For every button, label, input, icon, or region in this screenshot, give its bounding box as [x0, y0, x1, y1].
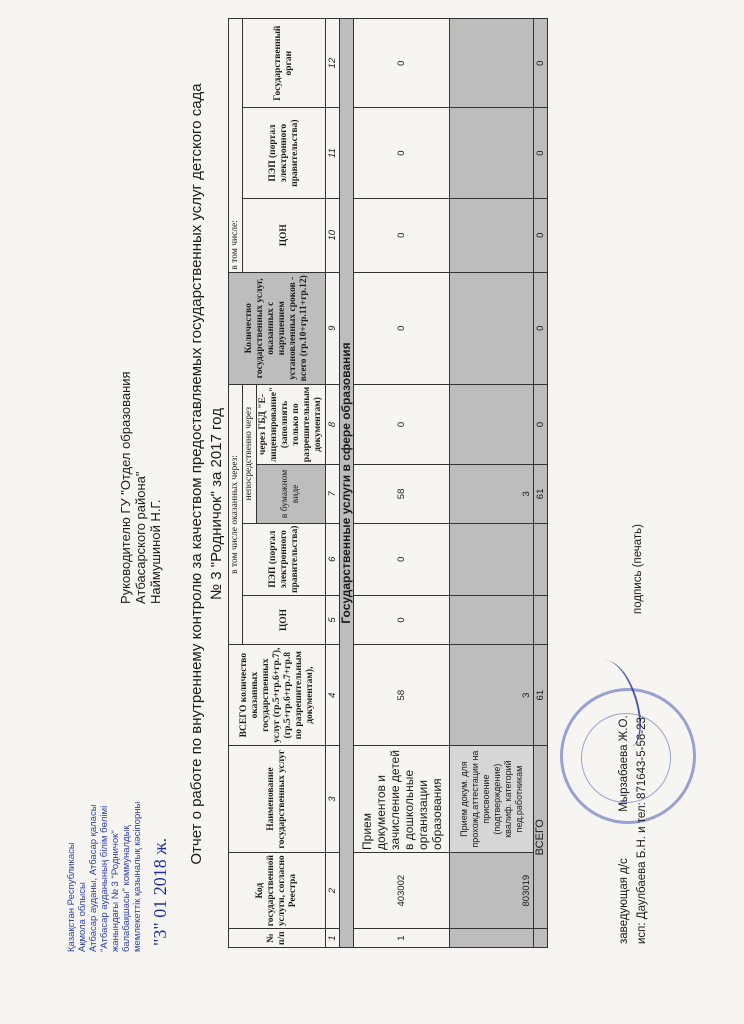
column-number: 1 — [326, 929, 340, 948]
header-con2: ЦОН — [243, 198, 326, 272]
table-row — [354, 19, 450, 948]
total-gov: 0 — [534, 19, 548, 108]
column-number: 7 — [326, 465, 340, 523]
column-number: 2 — [326, 852, 340, 928]
table-header-row — [229, 19, 243, 948]
report-table — [228, 18, 548, 948]
cell-con2: 0 — [354, 198, 450, 272]
total-empty-cell — [534, 929, 548, 948]
header-total: ВСЕГО количество оказанных государственных услуг (гр.5+гр.6+гр.7), (гр.5+гр.6+гр.7+гр.8 по разрешительным документам), — [229, 645, 326, 746]
cell-total: 3 — [450, 645, 534, 746]
cell-paper: 58 — [354, 465, 450, 523]
section-title: Государственные услуги в сфере образования — [340, 19, 354, 948]
cell-gov: 0 — [354, 19, 450, 108]
addressee-line: Атбасарского района" — [133, 471, 148, 604]
cell-pep2 — [450, 108, 534, 198]
cell-gov — [450, 19, 534, 108]
report-title: Отчет о работе по внутреннему контролю за качеством предоставляемых государственных услуг детского сада — [188, 83, 205, 865]
cell-con2 — [450, 198, 534, 272]
column-number: 10 — [326, 198, 340, 272]
total-con — [534, 595, 548, 644]
cell-gbd — [450, 384, 534, 464]
header-con: ЦОН — [243, 595, 326, 644]
total-label: ВСЕГО — [534, 746, 548, 929]
header-gov: Государственный орган — [243, 19, 326, 108]
cell-gbd: 0 — [354, 384, 450, 464]
total-row — [534, 19, 548, 948]
addressee-line: Руководителю ГУ "Отдел образования — [118, 371, 133, 604]
column-number: 6 — [326, 523, 340, 595]
column-number: 11 — [326, 108, 340, 198]
signature-hint: подпись (печать) — [632, 524, 644, 614]
stamp-line: балабақшасы" коммуналдық — [121, 825, 132, 952]
stamp-line: "Атбасар ауданының білім бөлімі — [99, 805, 110, 952]
cell-pep: 0 — [354, 523, 450, 595]
header-violation: Количество государственных услуг, оказанных с нарушением установленных сроков - всего (гр.10+гр.11+гр.12) — [229, 272, 326, 384]
addressee-line: Наймушиной Н.Г. — [148, 499, 163, 604]
total-violation: 0 — [534, 272, 548, 384]
stamp-line: мемлекеттік қазыналық кәсіпорны — [132, 801, 143, 952]
organization-stamp — [66, 752, 143, 952]
cell-con: 0 — [354, 595, 450, 644]
section-row — [340, 19, 354, 948]
stamp-line: Атбасар ауданы, Атбасар қаласы — [88, 804, 99, 952]
header-group-incl: в том числе: — [229, 19, 243, 273]
total-pep2: 0 — [534, 108, 548, 198]
footer-head — [618, 715, 630, 944]
total-con2: 0 — [534, 198, 548, 272]
header-pep: ПЭП (портал электронного правительства) — [243, 523, 326, 595]
cell-no: 1 — [354, 929, 450, 948]
report-subtitle: № 3 "Родничок" за 2017 год — [208, 408, 225, 600]
cell-pep — [450, 523, 534, 595]
header-pep2: ПЭП (портал электронного правительства) — [243, 108, 326, 198]
header-gbd: через ГБД "Е-лицензирование" (заполнять только по разрешительным документам) — [257, 384, 326, 464]
cell-paper: 3 — [450, 465, 534, 523]
cell-code: 803019 — [450, 852, 534, 928]
addressee-block — [118, 371, 163, 604]
head-name: Мырзабаева Ж.О. — [618, 715, 630, 812]
column-number-row — [326, 19, 340, 948]
stamp-line: Қазақстан Республикасы — [66, 842, 77, 952]
cell-con — [450, 595, 534, 644]
header-code: Код государственной услуги, согласно Реестра — [229, 852, 326, 928]
cell-violation: 0 — [354, 272, 450, 384]
table-row — [450, 19, 534, 948]
column-number: 4 — [326, 645, 340, 746]
total-total: 61 — [534, 645, 548, 746]
cell-pep2: 0 — [354, 108, 450, 198]
total-pep — [534, 523, 548, 595]
footer-executor: исп: Даулбаева Б.Н. и тел: 871643-5-56-23 — [636, 717, 648, 944]
stamp-line: Ақмола облысы — [77, 882, 88, 952]
cell-no — [450, 929, 534, 948]
column-number: 3 — [326, 746, 340, 853]
header-name: Наименование государственных услуг — [229, 746, 326, 853]
header-direct: непосредственно через — [243, 384, 257, 523]
cell-name: Прием документов и зачисление детей в дошкольные организации образования — [354, 746, 450, 853]
head-label: заведующая д/с — [618, 858, 630, 944]
header-no: № п/п — [229, 929, 326, 948]
cell-name: Прием докум. для прохожд.аттестации на присвоение (подтверждение) квалиф. категорий пед.работникам — [450, 746, 534, 853]
stamp-line: жанындағы № 3 "Родничок" — [110, 830, 121, 952]
header-paper: в бумажном виде — [257, 465, 326, 523]
cell-total: 58 — [354, 645, 450, 746]
column-number: 9 — [326, 272, 340, 384]
cell-violation — [450, 272, 534, 384]
cell-code: 403002 — [354, 852, 450, 928]
header-group-via: в том числе оказанных через: — [229, 384, 243, 644]
total-gbd: 0 — [534, 384, 548, 464]
stamp-date: "3" 01 2018 ж. — [150, 837, 170, 946]
total-paper: 61 — [534, 465, 548, 523]
column-number: 5 — [326, 595, 340, 644]
column-number: 12 — [326, 19, 340, 108]
column-number: 8 — [326, 384, 340, 464]
